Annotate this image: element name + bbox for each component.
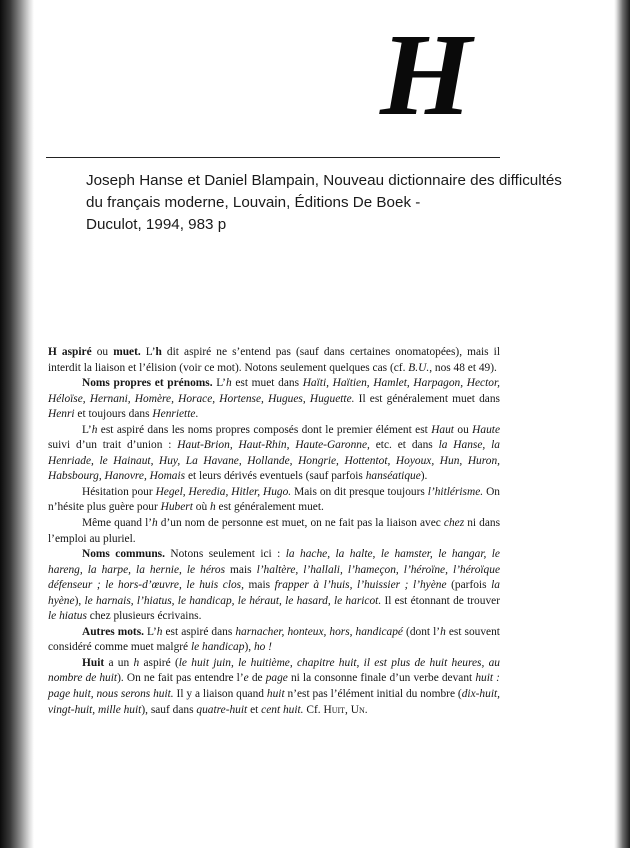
example: la hyène <box>48 579 500 607</box>
example-list: harnacher, honteux, hors, handicapé <box>235 625 403 638</box>
subheading: Huit <box>82 656 105 669</box>
text: et <box>247 703 262 716</box>
example: Hubert <box>160 501 193 514</box>
letter-h: h <box>133 656 140 669</box>
example-list: le huit juin, le huitième, chapitre huit, il est plus de huit heures, au nombre de huit <box>48 656 501 685</box>
entry-paragraph-compound-names <box>48 423 500 485</box>
text: est généralement muet. <box>215 501 324 514</box>
heading-divider <box>46 157 500 158</box>
letter-h: h <box>210 501 216 514</box>
citation-line: du français moderne, Louvain, Éditions De Boek - <box>86 194 421 211</box>
entry-paragraph-huit <box>48 656 500 718</box>
reference-abbrev: B.U. <box>408 361 430 374</box>
text: est souvent considéré comme muet malgré <box>48 625 500 654</box>
entry-paragraph-intro <box>48 345 500 376</box>
example-list: l’haltère, l’hallali, l’hameçon, l’héroïne, l’héroïque défenseur ; le hors-d’œuvre, le huis clos, <box>48 563 501 592</box>
text: ), <box>74 594 85 607</box>
text: ou <box>453 423 473 436</box>
text: n’est pas l’élément initial du nombre ( <box>284 688 462 701</box>
text: ), sauf dans <box>141 703 197 716</box>
example: le hiatus <box>48 610 87 623</box>
text: L’ <box>212 377 226 390</box>
text: et leurs dérivés eventuels (sauf parfois <box>185 470 366 483</box>
entry-paragraph-other-words <box>48 625 500 656</box>
text: Il est étonnant de trouver <box>381 594 500 607</box>
section-letter-heading: H <box>380 9 472 140</box>
example-list: Hegel, Heredia, Hitler, Hugo. <box>155 485 292 498</box>
text: aspiré ( <box>139 656 179 669</box>
entry-term: H aspiré <box>48 346 92 358</box>
letter-h: h <box>225 377 232 390</box>
text: L’ <box>140 346 156 358</box>
example-list: la hache, la halte, le hamster, le hangar, le hareng, la harpe, la hernie, le héros <box>48 548 500 576</box>
text: On n’hésite plus guère pour <box>48 485 500 514</box>
text: ni la consonne finale d’un verbe devant <box>287 672 476 685</box>
text: L’ <box>144 625 157 638</box>
citation-line: Joseph Hanse et Daniel Blampain, Nouveau dictionnaire des difficultés <box>86 172 562 189</box>
text: d’un nom de personne est muet, on ne fait pas la liaison avec <box>157 517 444 530</box>
text: Cf. <box>303 703 324 716</box>
text: (dont l’ <box>403 625 441 638</box>
example: hanséatique <box>365 470 421 483</box>
example: Henriette <box>152 408 196 421</box>
letter-h: h <box>152 517 158 530</box>
example-list: Haut-Brion, Haut-Rhin, Haute-Garonne, <box>177 439 370 452</box>
entry-paragraph-proper-names <box>48 376 500 423</box>
text: Hésitation pour <box>82 485 156 498</box>
text: ). On ne fait pas entendre l’ <box>117 672 244 685</box>
letter-h: h <box>91 423 98 436</box>
cross-reference: Huit, Un. <box>323 703 368 716</box>
example: quatre-huit <box>196 703 248 716</box>
source-citation <box>86 170 616 236</box>
entry-paragraph-liaison <box>48 516 500 547</box>
entry-term-2: muet. <box>113 346 141 358</box>
text: ). <box>420 470 428 483</box>
text: chez plusieurs écrivains. <box>86 610 202 623</box>
text: Même quand l’ <box>82 517 153 530</box>
text: suivi d’un trait d’union : <box>48 439 178 452</box>
example: huit <box>266 688 285 701</box>
text: dit aspiré ne s’entend pas (sauf dans certaines onomatopées), mais il interdit la liaison et l’élision (voir ce mot). Notons seulement quelques cas (cf. <box>48 346 501 374</box>
example: chez <box>443 517 465 530</box>
text: où <box>192 501 210 514</box>
text: et toujours dans <box>74 408 153 421</box>
text: ), <box>244 641 254 654</box>
example-list: Haïti, Haïtien, Hamlet, Harpagon, Hector, Héloïse, Hernani, Homère, Horace, Hortense, Hugues, Huguette. <box>48 377 500 405</box>
example-list: la Hanse, la Henriade, le Hainaut, Huy, La Havane, Hollande, Hongrie, Hottentot, Hoyoux, Hun, Huron, Habsbourg, Hanovre, Homais <box>48 439 500 483</box>
letter-h: h <box>156 625 163 638</box>
text: L’ <box>82 423 92 436</box>
entry-paragraph-hesitation <box>48 485 500 516</box>
entry-paragraph-common-nouns <box>48 547 500 625</box>
example: ho ! <box>253 641 272 654</box>
example-list: le harnais, l’hiatus, le handicap, le héraut, le hasard, le haricot. <box>84 594 382 607</box>
book-spine-shadow <box>0 0 34 848</box>
example: cent huit. <box>261 703 304 716</box>
text: ni dans l’emploi au pluriel. <box>48 517 501 545</box>
text: mais <box>243 579 275 592</box>
example: Haut <box>431 423 454 436</box>
example-list: dix-huit, vingt-huit, mille huit <box>48 688 500 716</box>
text: Notons seulement ici : <box>164 548 286 561</box>
text: etc. et dans <box>369 439 439 452</box>
letter-h: h <box>155 346 162 358</box>
dictionary-entry <box>48 345 500 718</box>
text: est muet dans <box>231 377 303 390</box>
page-edge-shadow <box>614 0 630 848</box>
text: Il est généralement muet dans <box>354 392 500 405</box>
text: est aspiré dans les noms propres composés dont le premier élément est <box>97 423 432 436</box>
example: le handicap <box>190 641 245 654</box>
text: mais <box>225 563 257 576</box>
text: . <box>195 408 199 421</box>
text: ou <box>91 346 114 358</box>
subheading: Noms propres et prénoms. <box>82 377 213 390</box>
citation-line: Duculot, 1994, 983 p <box>86 216 227 233</box>
text: Mais on dit presque toujours <box>291 485 428 498</box>
subheading: Autres mots. <box>82 625 144 638</box>
example-list: frapper à l’huis, l’huissier ; l’hyène <box>274 579 447 592</box>
text: est aspiré dans <box>162 625 236 638</box>
example-list: huit : page huit, nous serons huit. <box>48 672 500 701</box>
text: Il y a liaison quand <box>173 688 267 701</box>
example: Haute <box>472 423 500 436</box>
text: , nos 48 et 49). <box>429 361 497 374</box>
example: Henri <box>48 408 75 421</box>
example: page <box>265 672 288 685</box>
subheading: Noms communs. <box>82 548 165 561</box>
text: de <box>248 672 266 685</box>
text: a un <box>104 656 134 669</box>
letter-h: h <box>440 625 446 638</box>
text: (parfois <box>446 579 492 592</box>
example: l’hitlérisme. <box>427 485 484 498</box>
example: e <box>243 672 249 685</box>
